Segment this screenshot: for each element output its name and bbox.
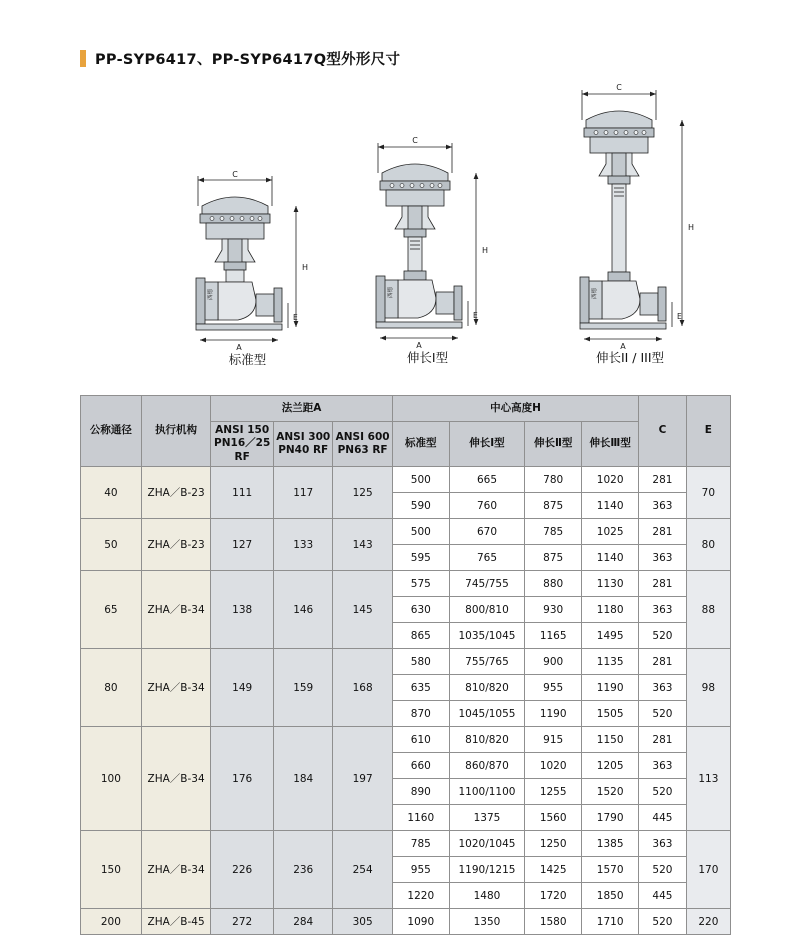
- header-h-ext1: 伸长Ⅰ型: [449, 422, 524, 467]
- cell-h-ext2: 1580: [525, 909, 582, 935]
- cell-h-ext1: 810/820: [449, 675, 524, 701]
- cell-h-ext1: 755/765: [449, 649, 524, 675]
- group-cell-ansi-300: 236: [274, 831, 333, 909]
- group-cell-e: 98: [686, 649, 730, 727]
- header-dn: 公称通径: [81, 396, 142, 467]
- cell-c: 281: [639, 649, 687, 675]
- group-cell-ansi-300: 159: [274, 649, 333, 727]
- cell-c: 520: [639, 857, 687, 883]
- cell-h-ext1: 670: [449, 519, 524, 545]
- svg-text:E: E: [473, 311, 478, 320]
- cell-h-ext2: 930: [525, 597, 582, 623]
- cell-h-ext1: 800/810: [449, 597, 524, 623]
- cell-c: 281: [639, 467, 687, 493]
- cell-h-ext2: 1020: [525, 753, 582, 779]
- header-ansi-600: ANSI 600 PN63 RF: [333, 422, 392, 467]
- svg-text:H: H: [688, 223, 695, 232]
- cell-h-ext2: 900: [525, 649, 582, 675]
- header-ansi-300: ANSI 300 PN40 RF: [274, 422, 333, 467]
- figure-caption-extension-1: 伸长I型: [406, 350, 449, 365]
- group-cell-ansi-600: 145: [333, 571, 392, 649]
- cell-h-ext2: 875: [525, 545, 582, 571]
- cell-h-ext3: 1790: [582, 805, 639, 831]
- group-cell-ansi-300: 284: [274, 909, 333, 935]
- cell-h-standard: 890: [392, 779, 449, 805]
- cell-c: 363: [639, 545, 687, 571]
- group-cell-actuator: ZHA／B-34: [141, 649, 211, 727]
- cell-c: 363: [639, 675, 687, 701]
- group-cell-ansi-600: 197: [333, 727, 392, 831]
- cell-h-ext2: 1165: [525, 623, 582, 649]
- header-h-standard: 标准型: [392, 422, 449, 467]
- valve-drawing-extension-1: [340, 135, 515, 355]
- cell-h-ext3: 1130: [582, 571, 639, 597]
- cell-h-ext1: 1480: [449, 883, 524, 909]
- svg-text:西德: 西德: [592, 287, 598, 299]
- figure-extension-2-3: [530, 80, 730, 375]
- dimension-table: [80, 395, 731, 935]
- cell-h-ext2: 1250: [525, 831, 582, 857]
- group-cell-ansi-300: 133: [274, 519, 333, 571]
- cell-c: 520: [639, 623, 687, 649]
- group-cell-e: 220: [686, 909, 730, 935]
- table-row: [81, 909, 731, 935]
- group-cell-dn: 40: [81, 467, 142, 519]
- group-cell-e: 170: [686, 831, 730, 909]
- svg-text:西德: 西德: [388, 286, 394, 298]
- group-cell-e: 80: [686, 519, 730, 571]
- group-cell-ansi-300: 184: [274, 727, 333, 831]
- group-cell-dn: 200: [81, 909, 142, 935]
- cell-c: 363: [639, 753, 687, 779]
- cell-c: 281: [639, 519, 687, 545]
- title-accent-bar: [80, 50, 86, 67]
- group-cell-ansi-600: 125: [333, 467, 392, 519]
- table-body: [81, 467, 731, 935]
- cell-h-ext3: 1570: [582, 857, 639, 883]
- cell-h-ext3: 1505: [582, 701, 639, 727]
- group-cell-ansi-300: 146: [274, 571, 333, 649]
- header-actuator: 执行机构: [141, 396, 211, 467]
- cell-h-ext3: 1140: [582, 493, 639, 519]
- cell-h-standard: 500: [392, 467, 449, 493]
- cell-h-ext2: 1190: [525, 701, 582, 727]
- cell-h-ext2: 955: [525, 675, 582, 701]
- cell-h-standard: 955: [392, 857, 449, 883]
- group-cell-actuator: ZHA／B-23: [141, 519, 211, 571]
- group-cell-dn: 100: [81, 727, 142, 831]
- cell-c: 445: [639, 883, 687, 909]
- cell-h-ext3: 1180: [582, 597, 639, 623]
- table-row: [81, 649, 731, 675]
- cell-h-standard: 635: [392, 675, 449, 701]
- cell-c: 520: [639, 701, 687, 727]
- figure-caption-extension-2-3: 伸长II / III型: [595, 350, 665, 365]
- table-row: [81, 571, 731, 597]
- cell-h-ext3: 1850: [582, 883, 639, 909]
- svg-text:E: E: [677, 312, 682, 321]
- svg-text:C: C: [232, 170, 238, 179]
- group-cell-ansi-150: 272: [211, 909, 274, 935]
- cell-h-ext1: 1020/1045: [449, 831, 524, 857]
- figure-caption-standard: 标准型: [228, 352, 267, 367]
- cell-h-standard: 580: [392, 649, 449, 675]
- cell-h-standard: 1090: [392, 909, 449, 935]
- cell-h-ext1: 745/755: [449, 571, 524, 597]
- cell-h-standard: 500: [392, 519, 449, 545]
- group-cell-ansi-600: 168: [333, 649, 392, 727]
- svg-text:E: E: [293, 313, 298, 322]
- cell-h-ext1: 1190/1215: [449, 857, 524, 883]
- table-header-row-1: [81, 396, 731, 422]
- cell-h-ext3: 1520: [582, 779, 639, 805]
- cell-h-ext2: 785: [525, 519, 582, 545]
- header-height-group: 中心高度H: [392, 396, 638, 422]
- group-cell-dn: 150: [81, 831, 142, 909]
- cell-c: 520: [639, 909, 687, 935]
- header-ansi-150: ANSI 150 PN16／25 RF: [211, 422, 274, 467]
- figure-extension-1: [340, 135, 515, 375]
- cell-h-standard: 590: [392, 493, 449, 519]
- cell-h-ext3: 1495: [582, 623, 639, 649]
- cell-h-ext1: 765: [449, 545, 524, 571]
- group-cell-ansi-600: 254: [333, 831, 392, 909]
- group-cell-e: 113: [686, 727, 730, 831]
- cell-c: 281: [639, 727, 687, 753]
- cell-c: 363: [639, 831, 687, 857]
- group-cell-dn: 50: [81, 519, 142, 571]
- cell-h-ext1: 1045/1055: [449, 701, 524, 727]
- figure-group: [80, 80, 731, 375]
- header-c: C: [639, 396, 687, 467]
- group-cell-ansi-150: 138: [211, 571, 274, 649]
- cell-h-ext3: 1025: [582, 519, 639, 545]
- cell-h-ext1: 665: [449, 467, 524, 493]
- page-title-text: PP-SYP6417、PP-SYP6417Q型外形尺寸: [95, 52, 401, 68]
- svg-text:C: C: [616, 83, 622, 92]
- cell-h-ext2: 875: [525, 493, 582, 519]
- group-cell-ansi-600: 305: [333, 909, 392, 935]
- svg-text:西德: 西德: [208, 288, 214, 300]
- svg-text:H: H: [482, 246, 489, 255]
- page-title: [80, 48, 400, 69]
- cell-c: 520: [639, 779, 687, 805]
- cell-c: 363: [639, 597, 687, 623]
- group-cell-actuator: ZHA／B-34: [141, 831, 211, 909]
- table-row: [81, 831, 731, 857]
- cell-h-ext3: 1150: [582, 727, 639, 753]
- cell-h-ext2: 880: [525, 571, 582, 597]
- group-cell-ansi-150: 149: [211, 649, 274, 727]
- cell-h-ext2: 1255: [525, 779, 582, 805]
- group-cell-ansi-300: 117: [274, 467, 333, 519]
- cell-h-ext3: 1205: [582, 753, 639, 779]
- cell-h-ext2: 1720: [525, 883, 582, 909]
- cell-h-ext1: 810/820: [449, 727, 524, 753]
- cell-h-ext1: 1350: [449, 909, 524, 935]
- cell-h-ext2: 1425: [525, 857, 582, 883]
- cell-h-ext3: 1710: [582, 909, 639, 935]
- cell-h-ext1: 1100/1100: [449, 779, 524, 805]
- cell-h-standard: 865: [392, 623, 449, 649]
- cell-h-standard: 610: [392, 727, 449, 753]
- svg-text:A: A: [620, 342, 626, 351]
- header-h-ext2: 伸长Ⅱ型: [525, 422, 582, 467]
- cell-h-ext1: 860/870: [449, 753, 524, 779]
- group-cell-ansi-150: 111: [211, 467, 274, 519]
- group-cell-ansi-150: 226: [211, 831, 274, 909]
- header-h-ext3: 伸长Ⅲ型: [582, 422, 639, 467]
- group-cell-actuator: ZHA／B-45: [141, 909, 211, 935]
- group-cell-ansi-150: 176: [211, 727, 274, 831]
- group-cell-ansi-600: 143: [333, 519, 392, 571]
- cell-h-ext3: 1135: [582, 649, 639, 675]
- cell-h-ext3: 1140: [582, 545, 639, 571]
- cell-h-ext1: 1035/1045: [449, 623, 524, 649]
- group-cell-ansi-150: 127: [211, 519, 274, 571]
- table-row: [81, 519, 731, 545]
- group-cell-actuator: ZHA／B-23: [141, 467, 211, 519]
- cell-h-ext2: 780: [525, 467, 582, 493]
- cell-h-standard: 870: [392, 701, 449, 727]
- cell-c: 445: [639, 805, 687, 831]
- cell-h-ext1: 760: [449, 493, 524, 519]
- cell-h-ext3: 1385: [582, 831, 639, 857]
- cell-h-ext3: 1190: [582, 675, 639, 701]
- cell-h-ext2: 915: [525, 727, 582, 753]
- group-cell-e: 88: [686, 571, 730, 649]
- table-row: [81, 727, 731, 753]
- cell-h-standard: 595: [392, 545, 449, 571]
- table-row: [81, 467, 731, 493]
- cell-c: 281: [639, 571, 687, 597]
- cell-h-ext1: 1375: [449, 805, 524, 831]
- cell-h-standard: 1220: [392, 883, 449, 909]
- cell-h-standard: 630: [392, 597, 449, 623]
- group-cell-e: 70: [686, 467, 730, 519]
- cell-h-ext3: 1020: [582, 467, 639, 493]
- cell-h-standard: 1160: [392, 805, 449, 831]
- svg-text:A: A: [236, 343, 242, 352]
- group-cell-dn: 80: [81, 649, 142, 727]
- cell-h-standard: 785: [392, 831, 449, 857]
- valve-drawing-extension-2-3: [530, 80, 730, 355]
- header-flange-group: 法兰距A: [211, 396, 392, 422]
- group-cell-actuator: ZHA／B-34: [141, 571, 211, 649]
- group-cell-actuator: ZHA／B-34: [141, 727, 211, 831]
- cell-c: 363: [639, 493, 687, 519]
- group-cell-dn: 65: [81, 571, 142, 649]
- header-e: E: [686, 396, 730, 467]
- cell-h-standard: 575: [392, 571, 449, 597]
- cell-h-ext2: 1560: [525, 805, 582, 831]
- cell-h-standard: 660: [392, 753, 449, 779]
- svg-text:A: A: [416, 341, 422, 350]
- svg-text:C: C: [412, 136, 418, 145]
- valve-drawing-standard: [160, 170, 335, 355]
- svg-text:H: H: [302, 263, 309, 272]
- figure-standard: [160, 170, 335, 375]
- table-header: [81, 396, 731, 467]
